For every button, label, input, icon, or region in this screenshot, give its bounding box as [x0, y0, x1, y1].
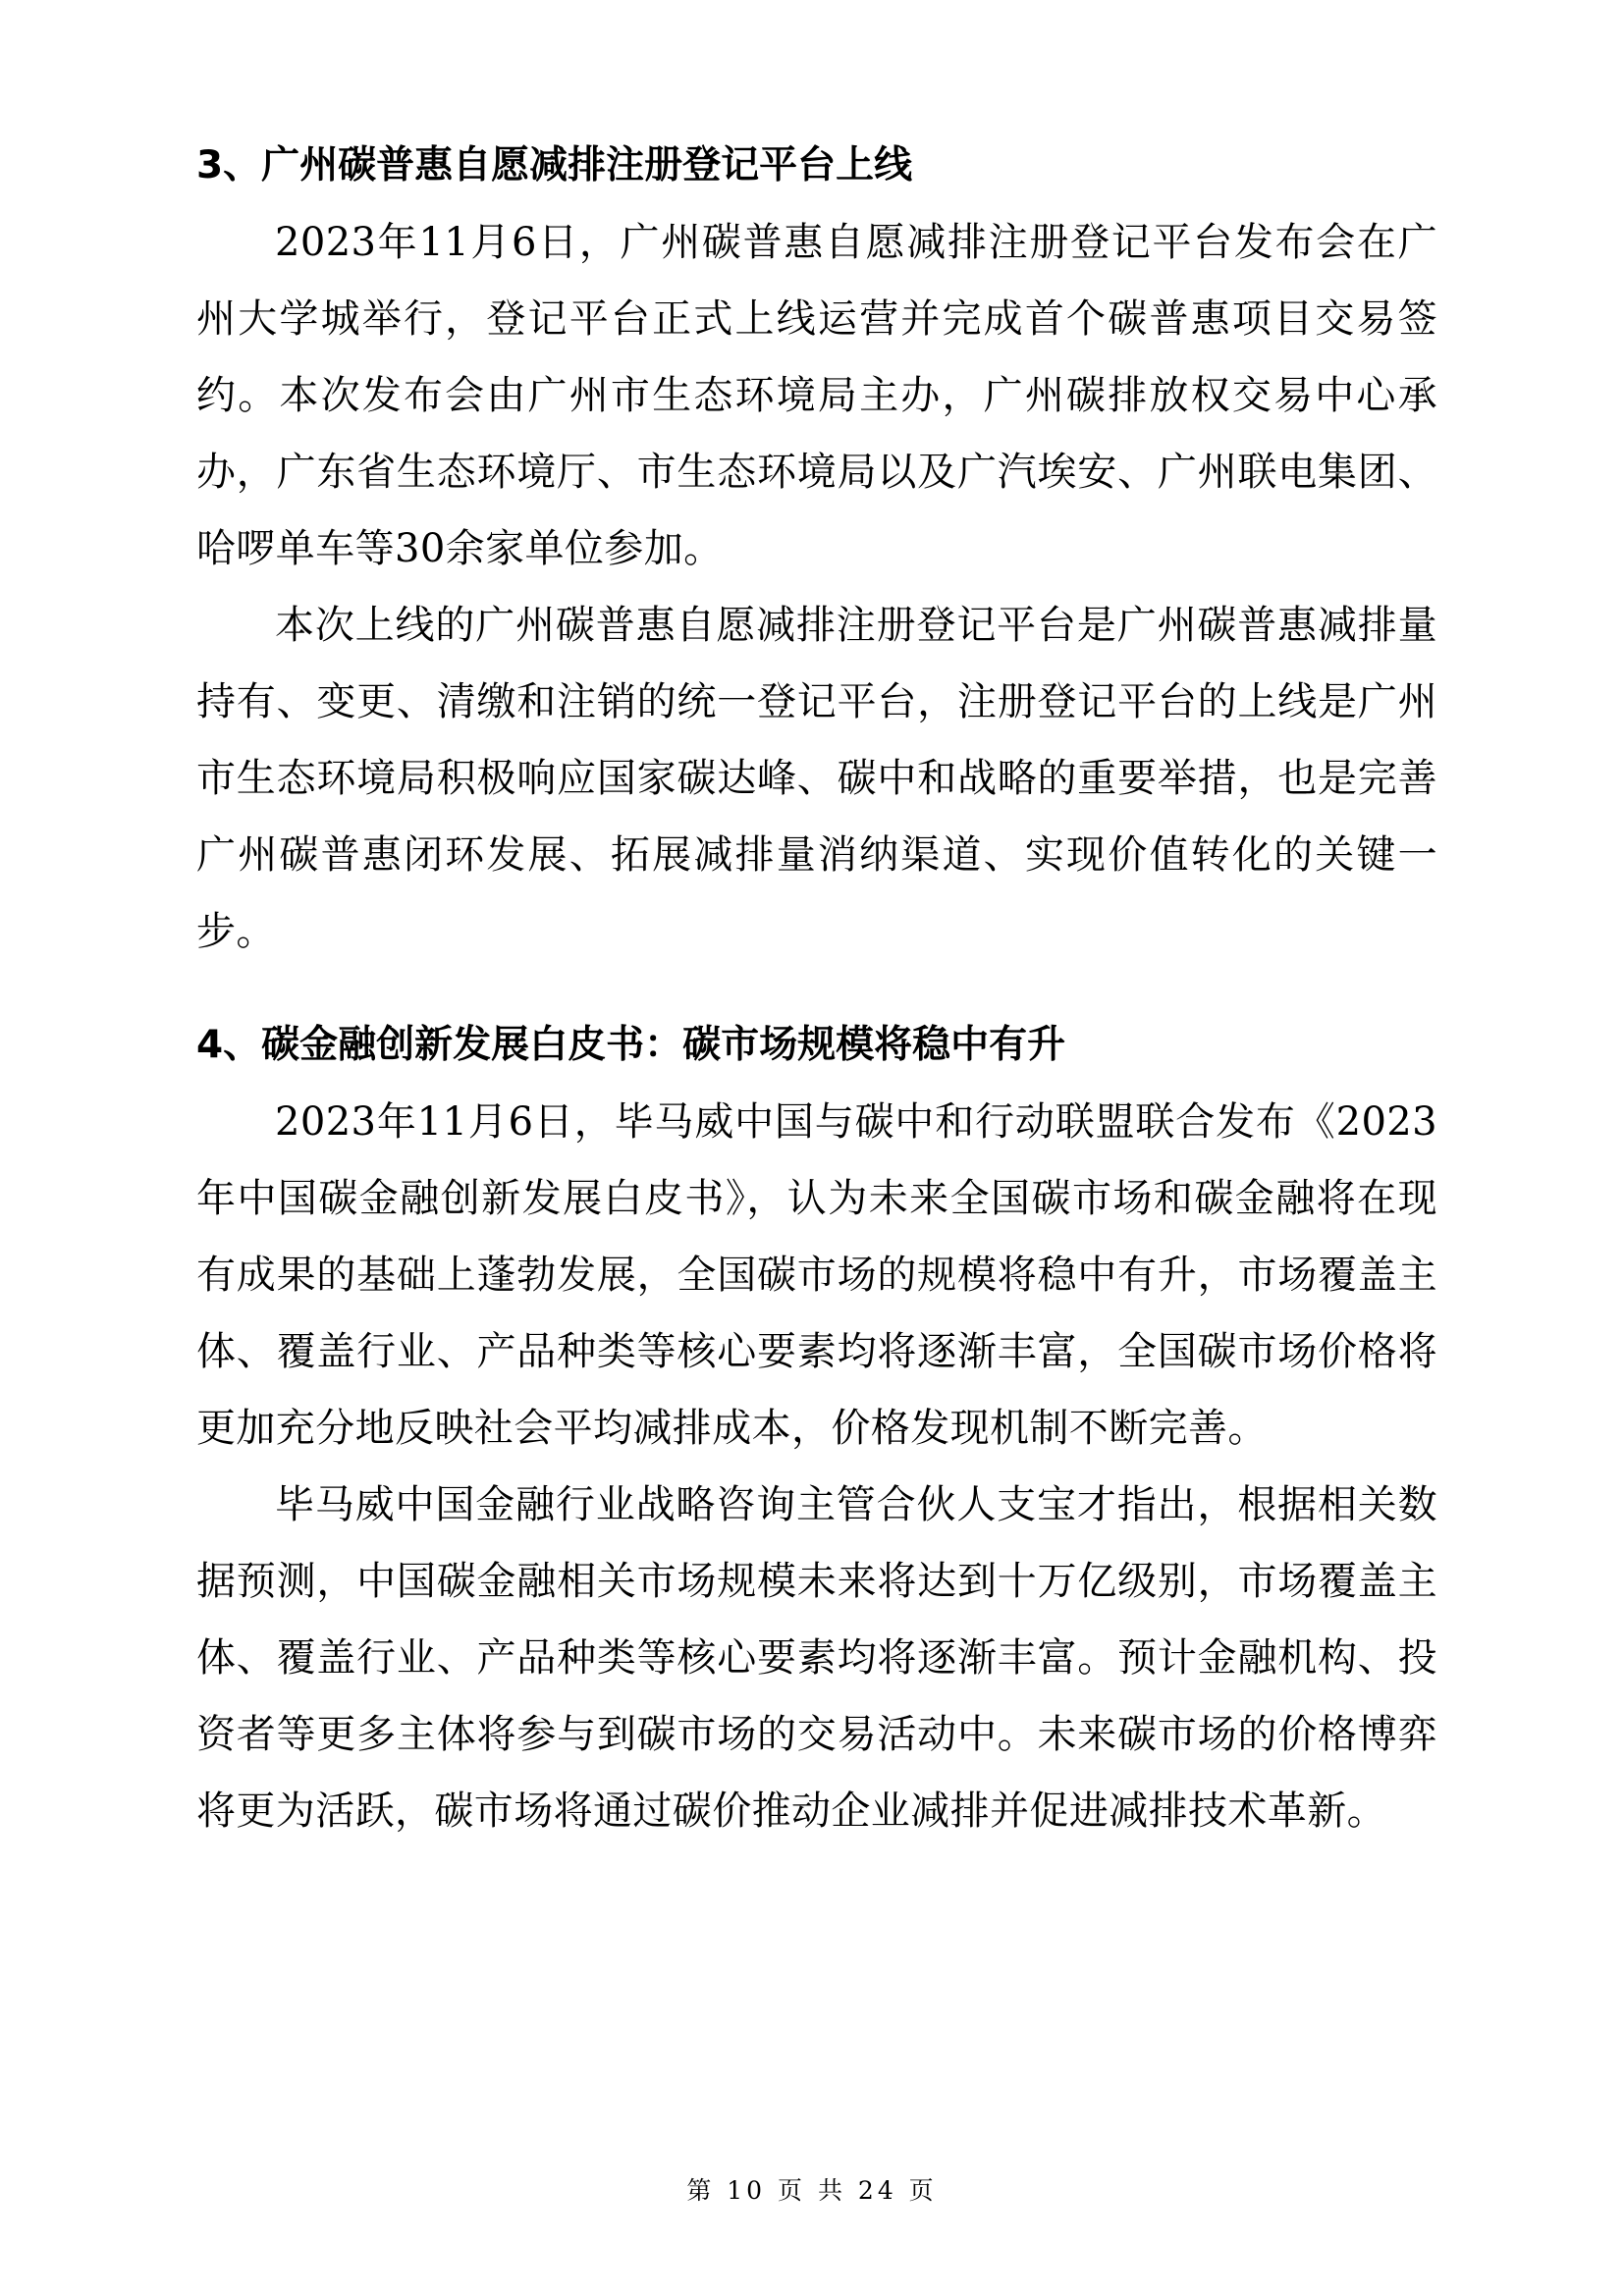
document-body: [196, 128, 1437, 1849]
body-paragraph: 毕马威中国金融行业战略咨询主管合伙人支宝才指出，根据相关数据预测，中国碳金融相关市场规模未来将达到十万亿级别，市场覆盖主体、覆盖行业、产品种类等核心要素均将逐渐丰富。预计金融机构、投资者等更多主体将参与到碳市场的交易活动中。未来碳市场的价格博弈将更为活跃，碳市场将通过碳价推动企业减排并促进减排技术革新。: [196, 1482, 1437, 1834]
body-paragraph: 2023年11月6日，广州碳普惠自愿减排注册登记平台发布会在广州大学城举行，登记平台正式上线运营并完成首个碳普惠项目交易签约。本次发布会由广州市生态环境局主办，广州碳排放权交易中心承办，广东省生态环境厅、市生态环境局以及广汽埃安、广州联电集团、哈啰单车等30余家单位参加。: [196, 220, 1437, 571]
body-paragraph: 本次上线的广州碳普惠自愿减排注册登记平台是广州碳普惠减排量持有、变更、清缴和注销的统一登记平台，注册登记平台的上线是广州市生态环境局积极响应国家碳达峰、碳中和战略的重要举措，也是完善广州碳普惠闭环发展、拓展减排量消纳渠道、实现价值转化的关键一步。: [196, 603, 1437, 954]
body-paragraph: 2023年11月6日，毕马威中国与碳中和行动联盟联合发布《2023年中国碳金融创新发展白皮书》，认为未来全国碳市场和碳金融将在现有成果的基础上蓬勃发展，全国碳市场的规模将稳中有升，市场覆盖主体、覆盖行业、产品种类等核心要素均将逐渐丰富，全国碳市场价格将更加充分地反映社会平均减排成本，价格发现机制不断完善。: [196, 1099, 1437, 1451]
page-number-footer: 第 10 页 共 24 页: [686, 2176, 938, 2205]
section-heading: 3、广州碳普惠自愿减排注册登记平台上线: [196, 143, 913, 187]
section-heading: 4、碳金融创新发展白皮书：碳市场规模将稳中有升: [196, 1023, 1066, 1067]
